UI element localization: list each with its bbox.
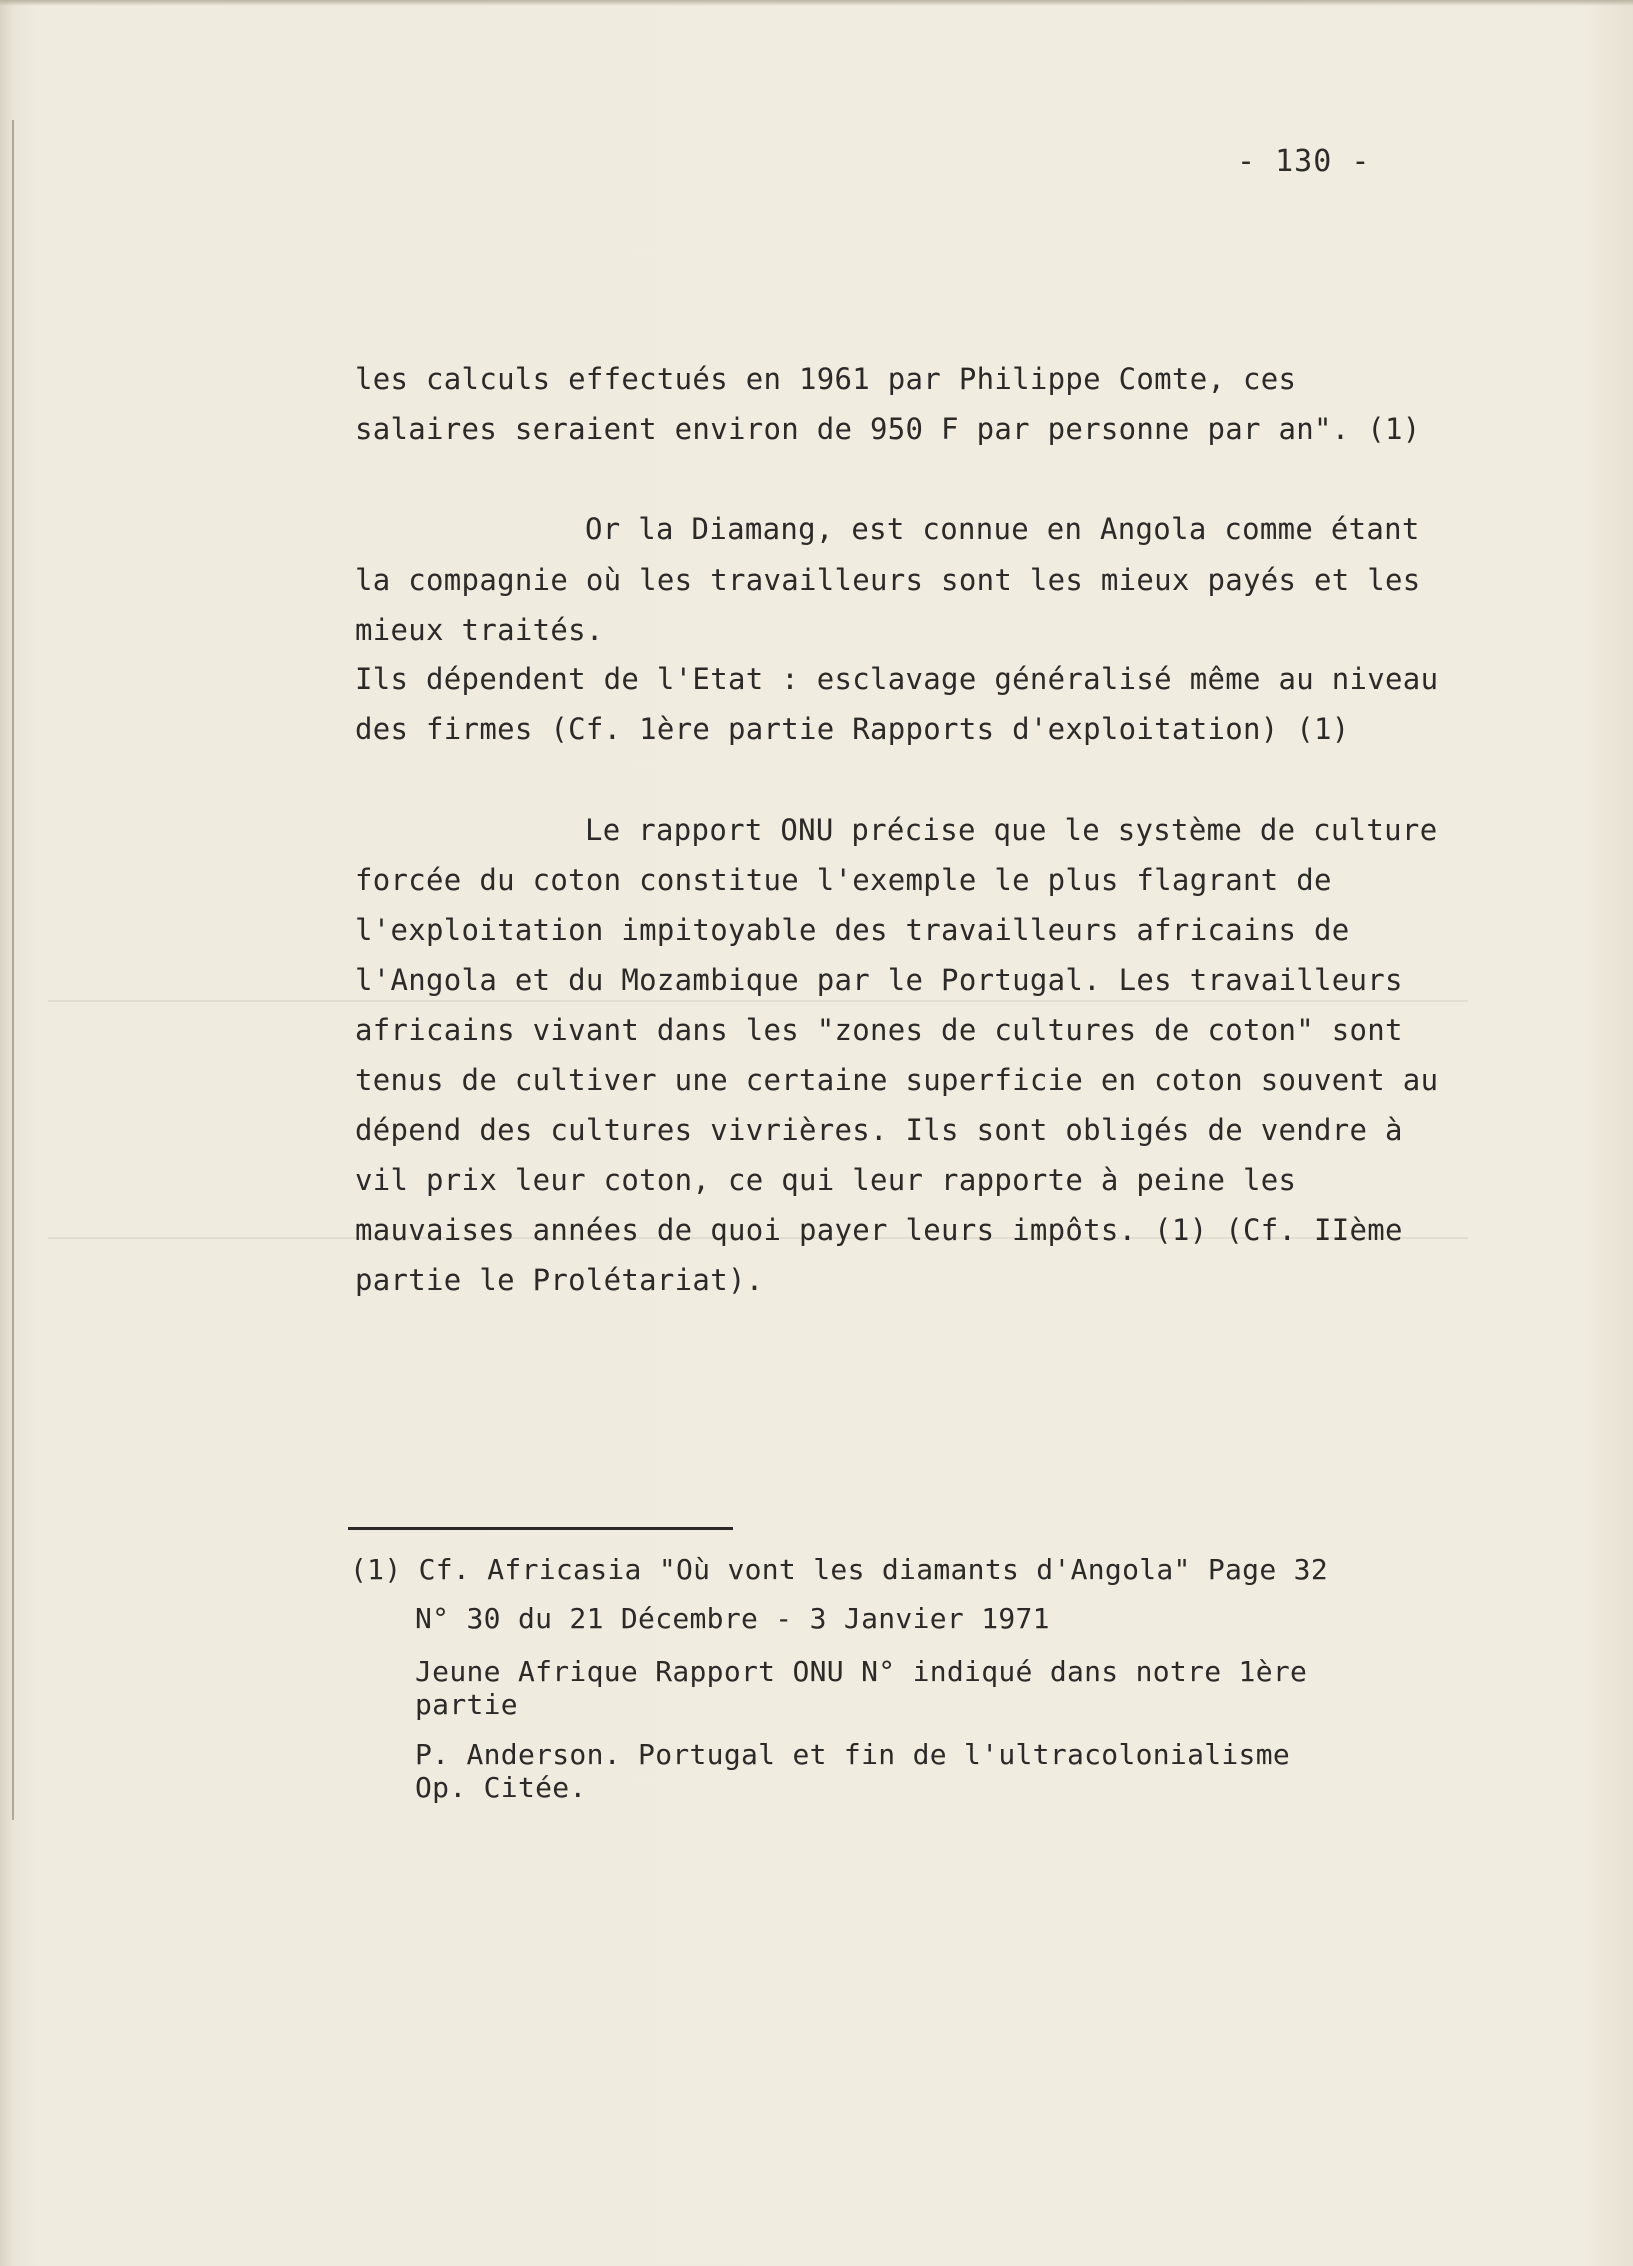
body-line: africains vivant dans les "zones de cultures de coton" sont [355, 1013, 1403, 1047]
page-number: - 130 - [1237, 144, 1371, 179]
paper-top-edge [0, 0, 1633, 6]
footnote-line: Op. Citée. [415, 1771, 587, 1804]
body-line: tenus de cultiver une certaine superficie en coton souvent au [355, 1063, 1439, 1097]
footnote-separator [348, 1527, 733, 1530]
body-line: forcée du coton constitue l'exemple le plus flagrant de [355, 863, 1332, 897]
body-line: des firmes (Cf. 1ère partie Rapports d'exploitation) (1) [355, 712, 1350, 746]
body-line: dépend des cultures vivrières. Ils sont obligés de vendre à [355, 1113, 1403, 1147]
body-line: la compagnie où les travailleurs sont les mieux payés et les [355, 563, 1421, 597]
body-line: les calculs effectués en 1961 par Philippe Comte, ces [355, 362, 1297, 396]
body-line: mieux traités. [355, 613, 604, 647]
footnote-line: N° 30 du 21 Décembre - 3 Janvier 1971 [415, 1602, 1050, 1635]
footnote-line: P. Anderson. Portugal et fin de l'ultracolonialisme [415, 1738, 1291, 1771]
footnote-line: Jeune Afrique Rapport ONU N° indiqué dans notre 1ère [415, 1655, 1308, 1688]
footnote-line: partie [415, 1688, 518, 1721]
binding-shadow [12, 120, 14, 1820]
body-line: l'Angola et du Mozambique par le Portugal. Les travailleurs [355, 963, 1403, 997]
footnote-line: (1) Cf. Africasia "Où vont les diamants d'Angola" Page 32 [350, 1553, 1328, 1586]
paragraph-start: Or la Diamang, est connue en Angola comme étant [585, 512, 1420, 546]
body-line: Ils dépendent de l'Etat : esclavage généralisé même au niveau [355, 662, 1439, 696]
paragraph-start: Le rapport ONU précise que le système de culture [585, 813, 1438, 847]
body-line: l'exploitation impitoyable des travailleurs africains de [355, 913, 1350, 947]
body-line: vil prix leur coton, ce qui leur rapporte à peine les [355, 1163, 1297, 1197]
body-line: salaires seraient environ de 950 F par personne par an". (1) [355, 412, 1421, 446]
body-line: partie le Prolétariat). [355, 1263, 764, 1297]
body-line: mauvaises années de quoi payer leurs impôts. (1) (Cf. IIème [355, 1213, 1403, 1247]
